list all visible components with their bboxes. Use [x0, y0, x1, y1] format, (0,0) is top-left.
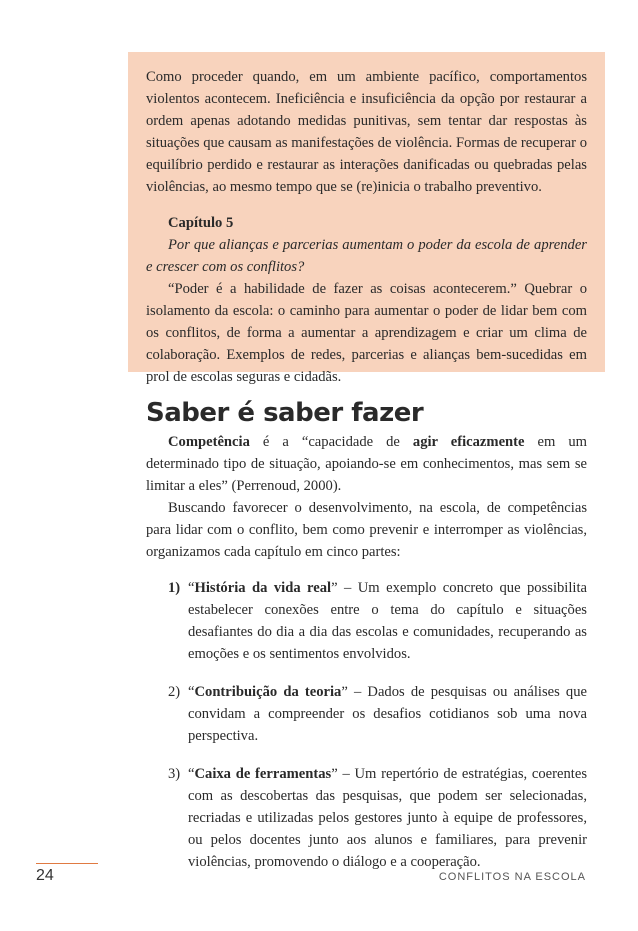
item-number: 2)	[168, 684, 181, 700]
item-number: 1)	[168, 580, 181, 596]
chapter-label: Capítulo 5	[168, 215, 234, 231]
list-item: 2) “Contribuição da teoria” – Dados de pesquisas ou análises que convidam a compreender os desafios cotidianos sob uma nova perspectiva.	[146, 681, 587, 747]
intro-paragraph: Competência é a “capacidade de agir eficazmente em um determinado tipo de situação, apoiando-se em conhecimentos, mas sem se limitar a eles” (Perrenoud, 2000).	[146, 434, 587, 494]
section-heading: Saber é saber fazer	[146, 398, 424, 428]
summary-box-content	[146, 66, 587, 388]
item-text: ” – Um repertório de estratégias, coerentes com as descobertas das pesquisas, que podem ser selecionadas, recriadas e utilizadas pelos gestores junto à equipe de professores, ou pelos docentes junto aos alunos e familiares, para prevenir violências, promovendo o diálogo e a cooperação.	[188, 766, 587, 870]
item-title: História da vida real	[194, 580, 332, 596]
item-title: Caixa de ferramentas	[194, 766, 332, 782]
organization-paragraph: Buscando favorecer o desenvolvimento, na escola, de competências para lidar com o conflito, bem como prevenir e interromper as violências, organizamos cada capítulo em cinco partes:	[146, 500, 587, 560]
running-title: CONFLITOS NA ESCOLA	[438, 871, 586, 883]
item-number: 3)	[168, 766, 181, 782]
list-item: 1) “História da vida real” – Um exemplo concreto que possibilita estabelecer conexões entre o tema do capítulo e situações desafiantes do dia a dia das escolas e comunidades, recuperando as emoções e os sentimentos envolvidos.	[146, 577, 587, 665]
footer-accent-line	[36, 863, 98, 864]
item-text: ” – Dados de pesquisas ou análises que convidam a compreender os desafios cotidianos sob uma nova perspectiva.	[188, 684, 587, 744]
chapter-subtitle: Por que alianças e parcerias aumentam o poder da escola de aprender e crescer com os conflitos?	[146, 237, 587, 275]
page-number: 24	[36, 867, 54, 884]
item-title: Contribuição da teoria	[194, 684, 342, 700]
summary-paragraph: Como proceder quando, em um ambiente pacífico, comportamentos violentos acontecem. Ineficiência e insuficiência da opção por restaurar a ordem apenas adotando medidas punitivas, sem tentar dar respostas às situações que causam as manifestações de violência. Formas de recuperar o equilíbrio perdido e restaurar as interações danificadas ou quebradas pelas violências, ao mesmo tempo que se (re)inicia o trabalho preventivo.	[146, 69, 587, 195]
list-item: 3) “Caixa de ferramentas” – Um repertório de estratégias, coerentes com as descobertas das pesquisas, que podem ser selecionadas, recriadas e utilizadas pelos gestores junto à equipe de professores, ou pelos docentes junto aos alunos e familiares, para prevenir violências, promovendo o diálogo e a cooperação.	[146, 763, 587, 873]
parts-list	[146, 577, 587, 873]
chapter-summary: “Poder é a habilidade de fazer as coisas acontecerem.” Quebrar o isolamento da escola: o caminho para aumentar o poder de lidar bem com os conflitos, de forma a aumentar a aprendizagem e criar um clima de colaboração. Exemplos de redes, parcerias e alianças bem-sucedidas em prol de escolas seguras e cidadãs.	[146, 281, 587, 385]
term-competencia: Competência	[168, 434, 250, 450]
section-body	[146, 431, 587, 889]
emph-agir: agir eficazmente	[412, 434, 525, 450]
item-text: ” – Um exemplo concreto que possibilita estabelecer conexões entre o tema do capítulo e situações desafiantes do dia a dia das escolas e comunidades, recuperando as emoções e os sentimentos envolvidos.	[188, 580, 587, 662]
